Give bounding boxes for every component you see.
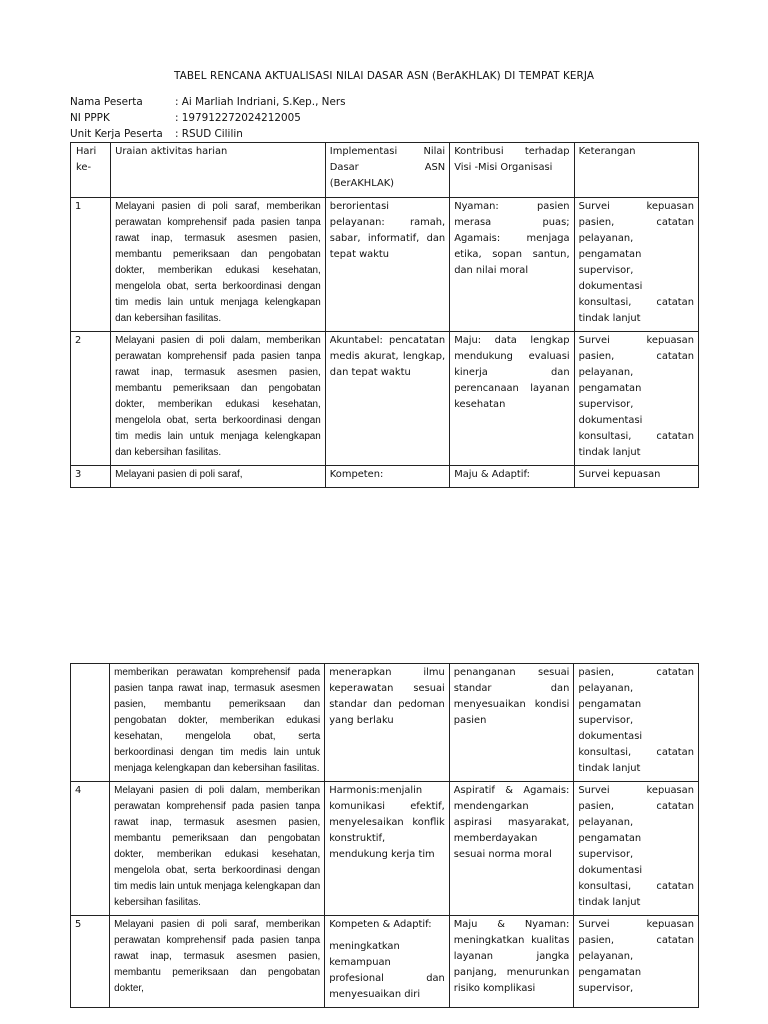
row-day: 5 [71,916,110,1008]
header-activity: Uraian aktivitas harian [111,143,326,198]
row-activity: Melayani pasien di poli saraf, memberikan perawatan komprehensif pada pasien tanpa rawat inap, termasuk asesmen pasien, membantu pemeriksaan dan pengobatan dokter, [110,916,325,1008]
row-value: Kompeten: [325,466,449,488]
row-activity: Melayani pasien di poli saraf, [111,466,326,488]
header-note: Keterangan [574,143,698,198]
row-value: Harmonis:menjalin komunikasi efektif, menyelesaikan konflik konstruktif, mendukung kerja tim [325,782,450,916]
row-contribution: Maju: data lengkap mendukung evaluasi kinerja dan perencanaan layanan kesehatan [450,332,574,466]
row-note: pasien, catatan pelayanan, pengamatan supervisor, dokumentasi konsultasi, catatan tindak lanjut [574,664,699,782]
row-note: Survei kepuasan pasien, catatan pelayanan, pengamatan supervisor, dokumentasi konsultasi, catatan tindak lanjut [574,198,698,332]
row-note: Survei kepuasan pasien, catatan pelayanan, pengamatan supervisor, dokumentasi konsultasi, catatan tindak lanjut [574,332,698,466]
header-value: Implementasi Nilai Dasar ASN (BerAKHLAK) [325,143,449,198]
row-activity: Melayani pasien di poli dalam, memberikan perawatan komprehensif pada pasien tanpa rawat inap, termasuk asesmen pasien, membantu pemeriksaan dan pengobatan dokter, memberikan edukasi kesehatan, mengelola obat, serta berkoordinasi dengan tim medis lain untuk menjaga kelengkapan dan kebersihan fasilitas. [111,332,326,466]
row-value: Akuntabel: pencatatan medis akurat, lengkap, dan tepat waktu [325,332,449,466]
row-value-cell [325,916,450,1008]
row-activity: Melayani pasien di poli saraf, memberikan perawatan komprehensif pada pasien tanpa rawat inap, termasuk asesmen pasien, membantu pemeriksaan dan pengobatan dokter, memberikan edukasi kesehatan, mengelola obat, serta berkoordinasi dengan tim medis lain untuk menjaga kelengkapan dan kebersihan fasilitas. [111,198,326,332]
table-header-row [71,143,699,198]
table-row [71,916,699,1008]
table-row [71,664,699,782]
participant-identity [70,94,346,142]
identity-value: : RSUD Cililin [175,128,243,140]
row-contribution: Aspiratif & Agamais: mendengarkan aspirasi masyarakat, memberdayakan sesuai norma moral [449,782,574,916]
row-contribution: Maju & Nyaman: meningkatkan kualitas layanan jangka panjang, menurunkan risiko komplikasi [449,916,574,1008]
page-title: TABEL RENCANA AKTUALISASI NILAI DASAR ASN (BerAKHLAK) DI TEMPAT KERJA [173,70,595,82]
row-note: Survei kepuasan pasien, catatan pelayanan, pengamatan supervisor, dokumentasi konsultasi, catatan tindak lanjut [574,782,699,916]
row-note: Survei kepuasan pasien, catatan pelayanan, pengamatan supervisor, [574,916,699,1008]
row-day: 3 [71,466,111,488]
identity-label: Nama Peserta [70,96,143,108]
identity-row-nip [70,110,346,126]
row-activity: memberikan perawatan komprehensif pada pasien tanpa rawat inap, termasuk asesmen pasien, membantu pemeriksaan dan pengobatan dokter, memberikan edukasi kesehatan, mengelola obat, serta berkoordinasi dengan tim medis lain untuk menjaga kelengkapan dan kebersihan fasilitas. [110,664,325,782]
row-day [71,664,110,782]
row-day: 2 [71,332,111,466]
identity-row-unit [70,126,346,142]
identity-label: NI PPPK [70,112,110,124]
actualization-table-page-1 [70,142,699,488]
row-contribution: Nyaman: pasien merasa puas; Agamais: menjaga etika, sopan santun, dan nilai moral [450,198,574,332]
table-row [71,782,699,916]
header-day: Hari ke- [71,143,111,198]
row-activity: Melayani pasien di poli dalam, memberikan perawatan komprehensif pada pasien tanpa rawat inap, termasuk asesmen pasien, membantu pemeriksaan dan pengobatan dokter, memberikan edukasi kesehatan, mengelola obat, serta berkoordinasi dengan tim medis lain untuk menjaga kelengkapan dan kebersihan fasilitas. [110,782,325,916]
row-day: 1 [71,198,111,332]
table-row [71,466,699,488]
row-value-heading: Kompeten & Adaptif: [329,919,432,930]
table-row [71,332,699,466]
row-value: berorientasi pelayanan: ramah, sabar, informatif, dan tepat waktu [325,198,449,332]
row-day: 4 [71,782,110,916]
row-contribution: penanganan sesuai standar dan menyesuaikan kondisi pasien [449,664,574,782]
row-contribution: Maju & Adaptif: [450,466,574,488]
table-row [71,198,699,332]
identity-row-name [70,94,346,110]
identity-value: : 197912272024212005 [175,112,301,124]
row-value: menerapkan ilmu keperawatan sesuai standar dan pedoman yang berlaku [325,664,450,782]
actualization-table-page-2 [70,663,699,1008]
identity-value: : Ai Marliah Indriani, S.Kep., Ners [175,96,346,108]
header-contribution: Kontribusi terhadap Visi -Misi Organisasi [450,143,574,198]
row-value: meningkatkan kemampuan profesional dan menyesuaikan diri [329,941,445,1000]
row-note: Survei kepuasan [574,466,698,488]
identity-label: Unit Kerja Peserta [70,128,163,140]
